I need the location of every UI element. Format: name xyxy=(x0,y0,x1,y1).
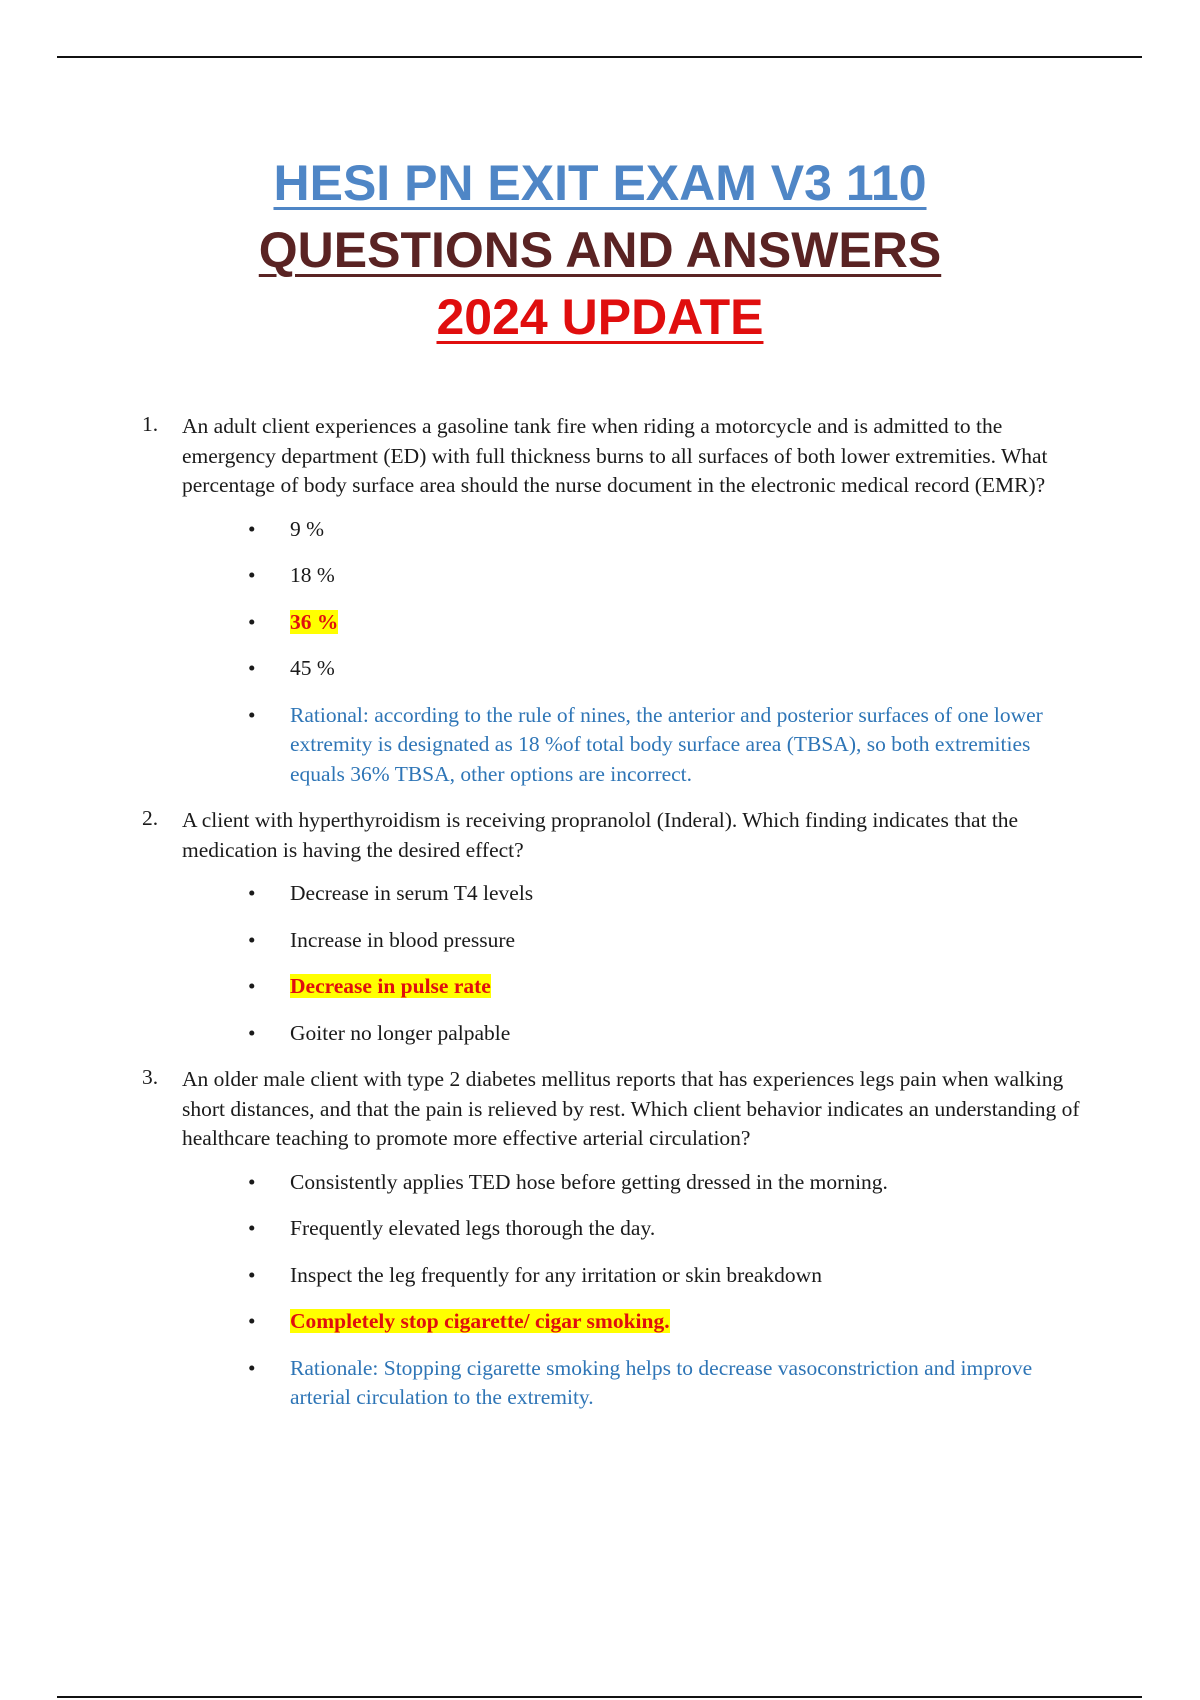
question-2 xyxy=(142,806,1082,1048)
correct-answer: Completely stop cigarette/ cigar smoking. xyxy=(290,1309,670,1333)
option xyxy=(248,1261,1082,1291)
bullet-icon: • xyxy=(248,1020,256,1045)
question-text: An adult client experiences a gasoline tank fire when riding a motorcycle and is admitted to the emergency department (ED) with full thickness burns to all surfaces of both lower extremities. What percentage of body surface area should the nurse document in the electronic medical record (EMR)? xyxy=(182,414,1048,497)
option-text: Increase in blood pressure xyxy=(290,927,516,952)
bullet-icon: • xyxy=(248,1355,256,1380)
rationale-text: Rationale: Stopping cigarette smoking helps to decrease vasoconstriction and improve arterial circulation to the extremity. xyxy=(290,1355,1033,1409)
option-list xyxy=(182,515,1082,790)
footer-rule xyxy=(57,1696,1142,1698)
bullet-icon: • xyxy=(248,516,256,541)
bullet-icon: • xyxy=(248,1216,256,1240)
option-text: Goiter no longer palpable xyxy=(290,1020,511,1045)
header-rule xyxy=(57,56,1142,58)
option-correct xyxy=(248,1307,1082,1337)
correct-answer: 36 % xyxy=(290,609,339,634)
option xyxy=(248,515,1082,545)
option-list xyxy=(182,1168,1082,1413)
question-text: An older male client with type 2 diabetes mellitus reports that has experiences legs pain when walking short distances, and that the pain is relieved by rest. Which client behavior indicates an understanding of healthcare teaching to promote more effective arterial circulation? xyxy=(182,1067,1080,1150)
option-text: Consistently applies TED hose before getting dressed in the morning. xyxy=(290,1169,888,1194)
question-3 xyxy=(142,1065,1082,1413)
option-text: 45 % xyxy=(290,656,335,680)
title-line-3: 2024 UPDATE xyxy=(436,289,764,345)
bullet-icon: • xyxy=(248,609,256,634)
correct-answer: Decrease in pulse rate xyxy=(290,974,491,998)
option-text: Frequently elevated legs thorough the day. xyxy=(290,1216,656,1240)
bullet-icon: • xyxy=(248,1309,256,1333)
option-correct xyxy=(248,972,1082,1002)
option xyxy=(248,1019,1082,1049)
bullet-icon: • xyxy=(248,563,256,587)
question-number: 2. xyxy=(142,806,159,830)
option xyxy=(248,654,1082,684)
bullet-icon: • xyxy=(248,1169,256,1194)
option-correct xyxy=(248,608,1082,638)
option-text: 18 % xyxy=(290,563,335,587)
rationale-text: Rational: according to the rule of nines, the anterior and posterior surfaces of one lower extremity is designated as 18 %of total body surface area (TBSA), so both extremities equals 36% TBSA, other options are incorrect. xyxy=(290,702,1043,786)
bullet-icon: • xyxy=(248,656,256,680)
question-list xyxy=(142,412,1082,1430)
bullet-icon: • xyxy=(248,1262,256,1287)
option xyxy=(248,1168,1082,1198)
option-text: 9 % xyxy=(290,516,325,541)
bullet-icon: • xyxy=(248,974,256,998)
question-number: 1. xyxy=(142,412,159,436)
question-text: A client with hyperthyroidism is receiving propranolol (Inderal). Which finding indicates that the medication is having the desired effect? xyxy=(182,808,1019,862)
rationale-item xyxy=(248,1354,1082,1413)
question-number: 3. xyxy=(142,1065,159,1089)
bullet-icon: • xyxy=(248,927,256,952)
option xyxy=(248,926,1082,956)
option xyxy=(248,561,1082,591)
option-text: Inspect the leg frequently for any irritation or skin breakdown xyxy=(290,1262,822,1287)
document-title xyxy=(0,150,1200,351)
option-list xyxy=(182,879,1082,1048)
option-text: Decrease in serum T4 levels xyxy=(290,881,534,905)
title-line-1: HESI PN EXIT EXAM V3 110 xyxy=(273,155,927,211)
option xyxy=(248,879,1082,909)
title-line-2: QUESTIONS AND ANSWERS xyxy=(258,222,942,278)
bullet-icon: • xyxy=(248,702,256,727)
rationale-item xyxy=(248,701,1082,790)
question-1 xyxy=(142,412,1082,789)
bullet-icon: • xyxy=(248,881,256,905)
option xyxy=(248,1214,1082,1244)
